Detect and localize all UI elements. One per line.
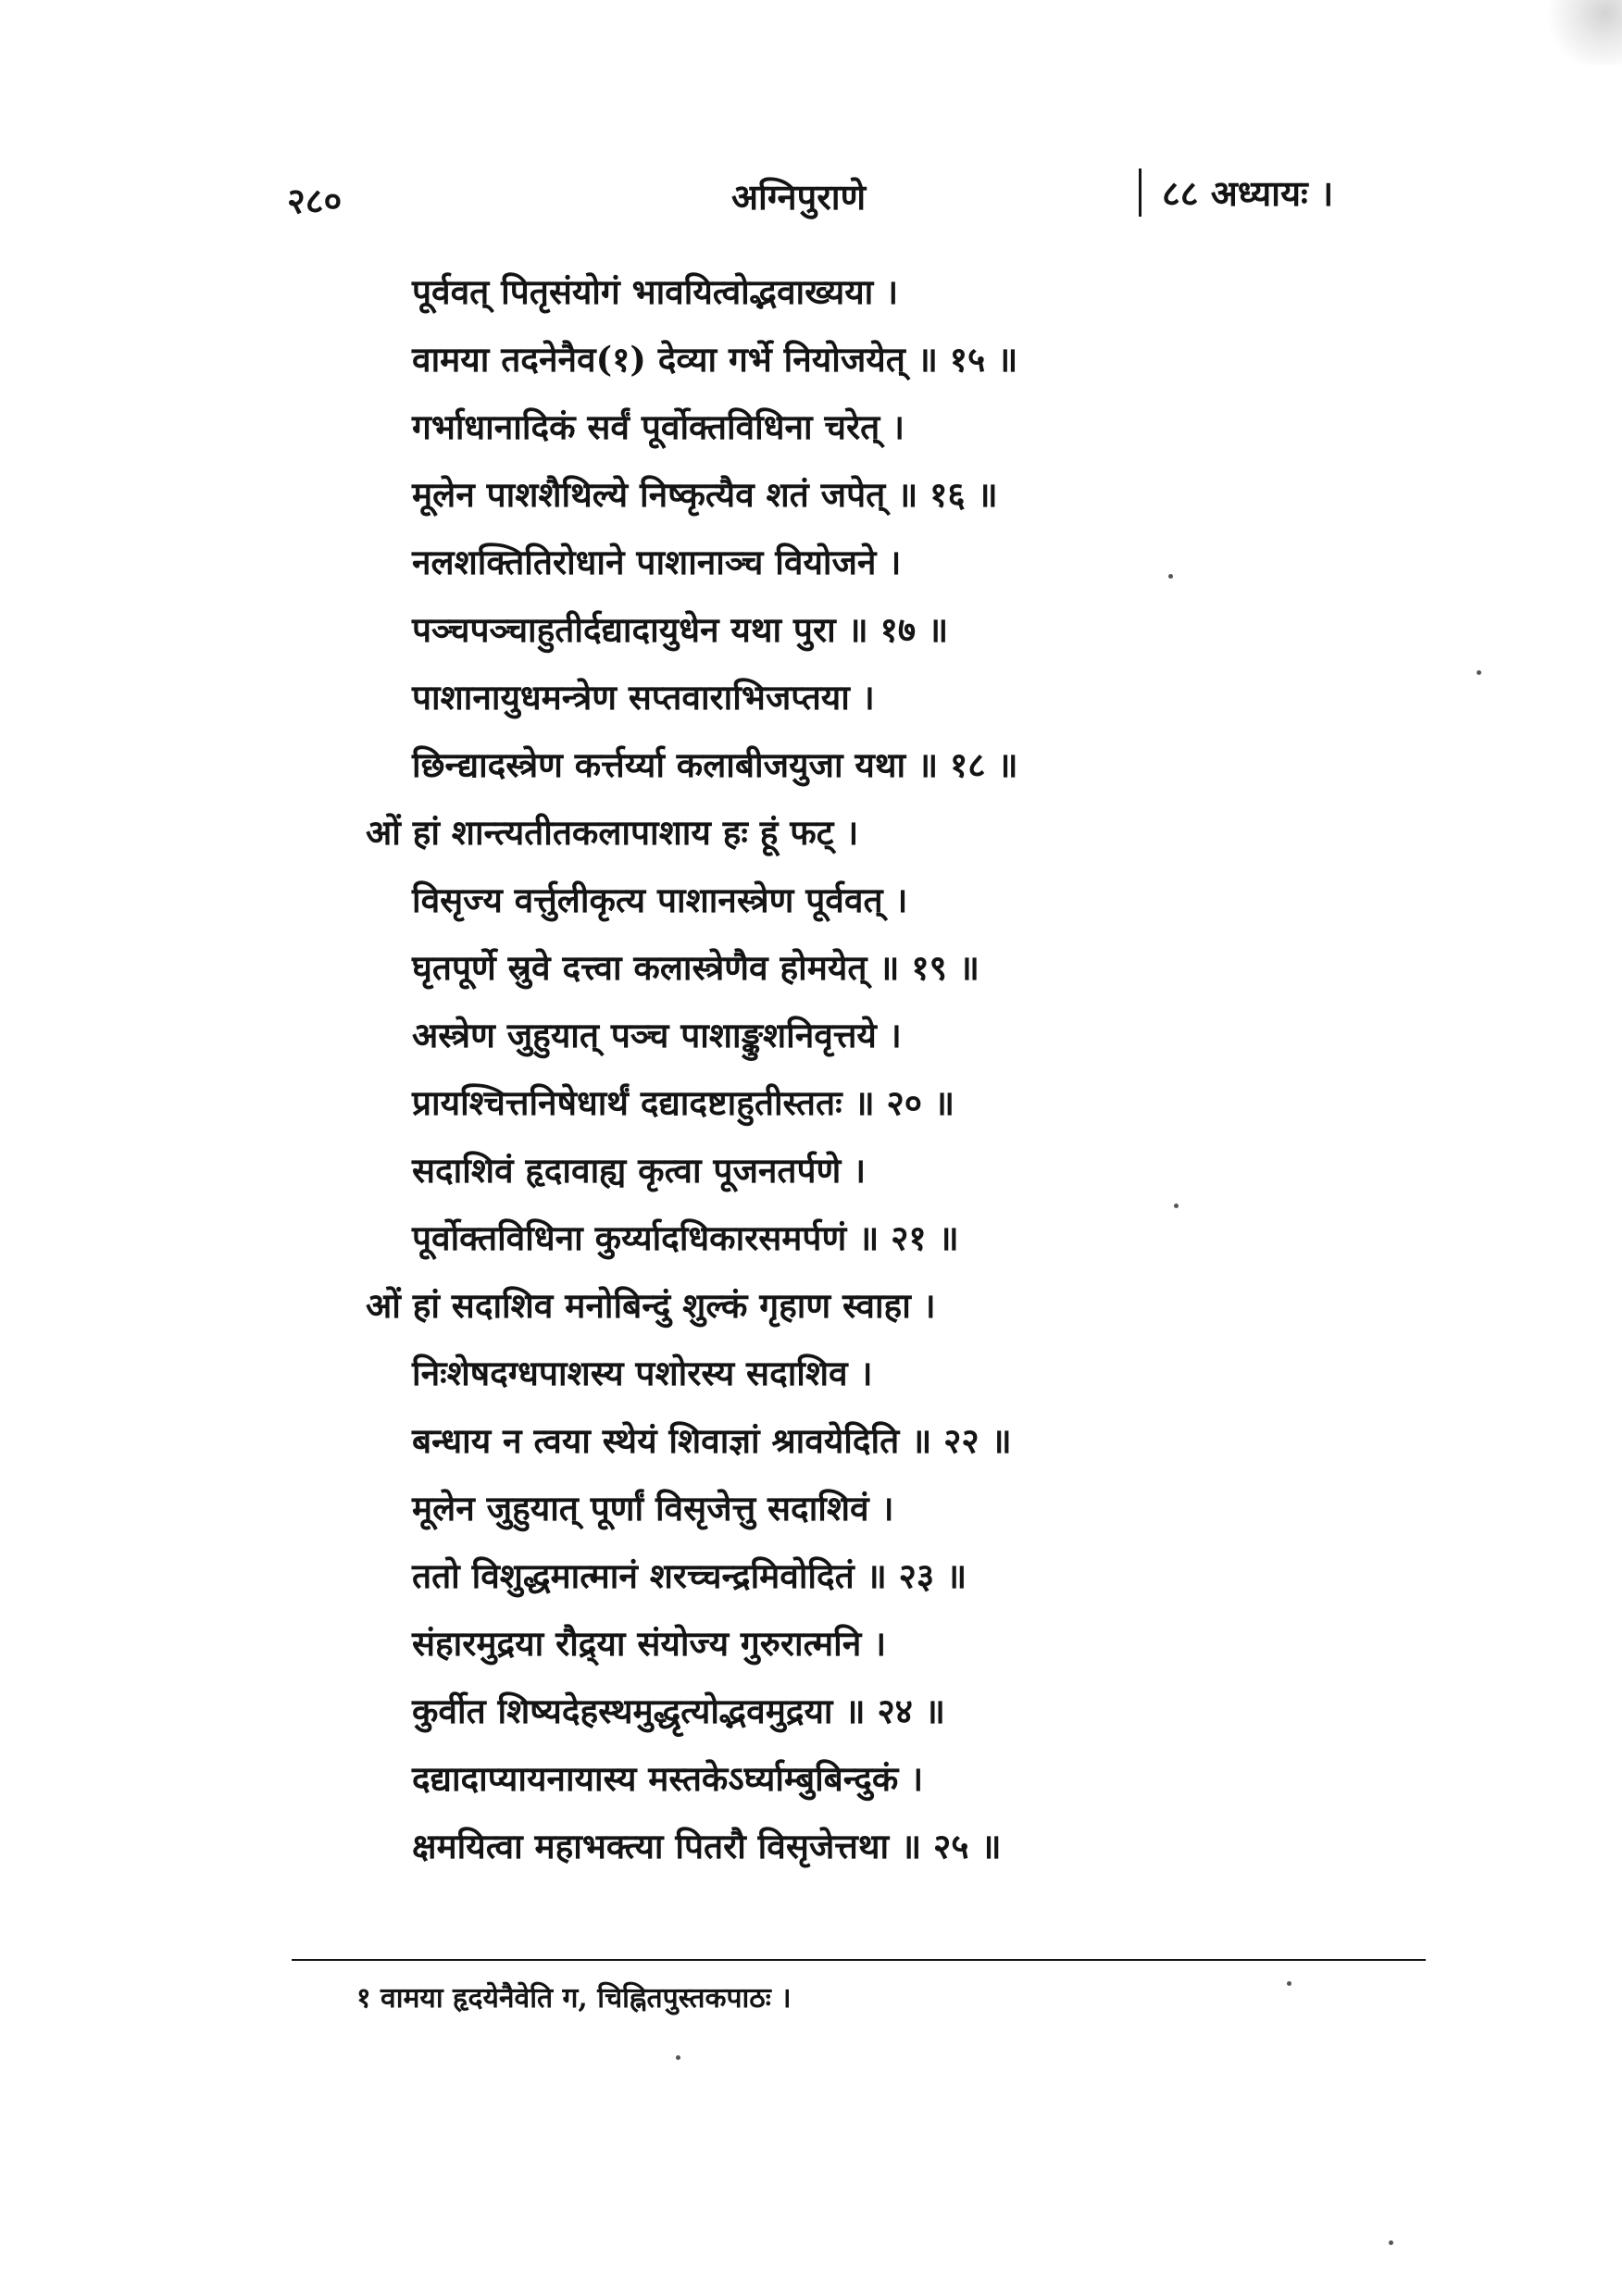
chapter-label: ८८ अध्यायः ।	[1139, 168, 1333, 217]
scan-speck	[1168, 574, 1173, 579]
mantra-line: ओं हां सदाशिव मनोबिन्दुं शुल्कं गृहाण स्वाहा ।	[366, 1285, 936, 1326]
verse-line: नलशक्तितिरोधाने पाशानाञ्च वियोजने ।	[412, 542, 902, 582]
verse-line: विसृज्य वर्त्तुलीकृत्य पाशानस्त्रेण पूर्ववत् ।	[412, 880, 908, 920]
verse-line: छिन्द्यादस्त्रेण कर्त्तर्य्या कलाबीजयुजा यथा ॥ १८ ॥	[412, 744, 1018, 785]
verse-line: बन्धाय न त्वया स्थेयं शिवाज्ञां श्रावयेदिति ॥ २२ ॥	[412, 1420, 1012, 1461]
verse-line: प्रायश्चित्तनिषेधार्थं दद्यादष्टाहुतीस्ततः ॥ २० ॥	[412, 1082, 955, 1123]
footnote-rule	[292, 1959, 1426, 1961]
verse-line: वामया तदनेनैव(१) देव्या गर्भे नियोजयेत् ॥ १५ ॥	[412, 339, 1018, 380]
verse-line: निःशेषदग्धपाशस्य पशोरस्य सदाशिव ।	[412, 1353, 873, 1393]
scan-corner-noise	[1539, 0, 1622, 65]
verse-line: पूर्वोक्तविधिना कुर्य्यादधिकारसमर्पणं ॥ २१ ॥	[412, 1217, 959, 1258]
scan-speck	[1477, 670, 1481, 675]
scan-speck	[676, 2055, 680, 2060]
verse-line: अस्त्रेण जुहुयात् पञ्च पाशाङ्कुशनिवृत्तये ।	[412, 1015, 902, 1055]
verse-line: मूलेन पाशशैथिल्ये निष्कृत्यैव शतं जपेत् ॥ १६ ॥	[412, 474, 998, 515]
running-title: अग्निपुराणे	[731, 176, 867, 218]
footnote: १ वामया हृदयेनैवेति ग, चिह्नितपुस्तकपाठः ।	[356, 1982, 792, 2015]
mantra-line: ओं हां शान्त्यतीतकलापाशाय हः हूं फट् ।	[366, 812, 859, 853]
verse-line: पञ्चपञ्चाहुतीर्दद्यादायुधेन यथा पुरा ॥ १७ ॥	[412, 609, 949, 650]
verse-line: क्षमयित्वा महाभक्त्या पितरौ विसृजेत्तथा ॥ २५ ॥	[412, 1826, 1002, 1866]
verse-line: पाशानायुधमन्त्रेण सप्तवाराभिजप्तया ।	[412, 677, 875, 718]
verse-line: कुर्वीत शिष्यदेहस्थमुद्धृत्योद्भवमुद्रया ॥ २४ ॥	[412, 1691, 945, 1731]
scan-speck	[1389, 2240, 1393, 2245]
verse-line: गर्भाधानादिकं सर्वं पूर्वोक्तविधिना चरेत् ।	[412, 406, 905, 447]
verse-line: मूलेन जुहुयात् पूर्णां विसृजेत्तु सदाशिवं ।	[412, 1488, 894, 1529]
scan-speck	[1174, 1204, 1179, 1208]
page-header	[0, 165, 1622, 230]
page-number: २८०	[287, 180, 343, 221]
verse-line: ततो विशुद्धमात्मानं शरच्चन्द्रमिवोदितं ॥ २३ ॥	[412, 1555, 967, 1596]
verse-line: दद्यादाप्यायनायास्य मस्तकेऽर्घ्याम्बुबिन्दुकं ।	[412, 1758, 924, 1799]
verse-line: पूर्ववत् पितृसंयोगं भावयित्वोद्भवाख्यया ।	[412, 271, 899, 312]
verse-line: संहारमुद्रया रौद्र्या संयोज्य गुरुरात्मनि ।	[412, 1623, 887, 1664]
verse-line: सदाशिवं हृदावाह्य कृत्वा पूजनतर्पणे ।	[412, 1150, 867, 1191]
scan-speck	[1287, 1981, 1291, 1986]
verse-line: घृतपूर्णे स्रुवे दत्त्वा कलास्त्रेणैव होमयेत् ॥ १९ ॥	[412, 947, 979, 988]
